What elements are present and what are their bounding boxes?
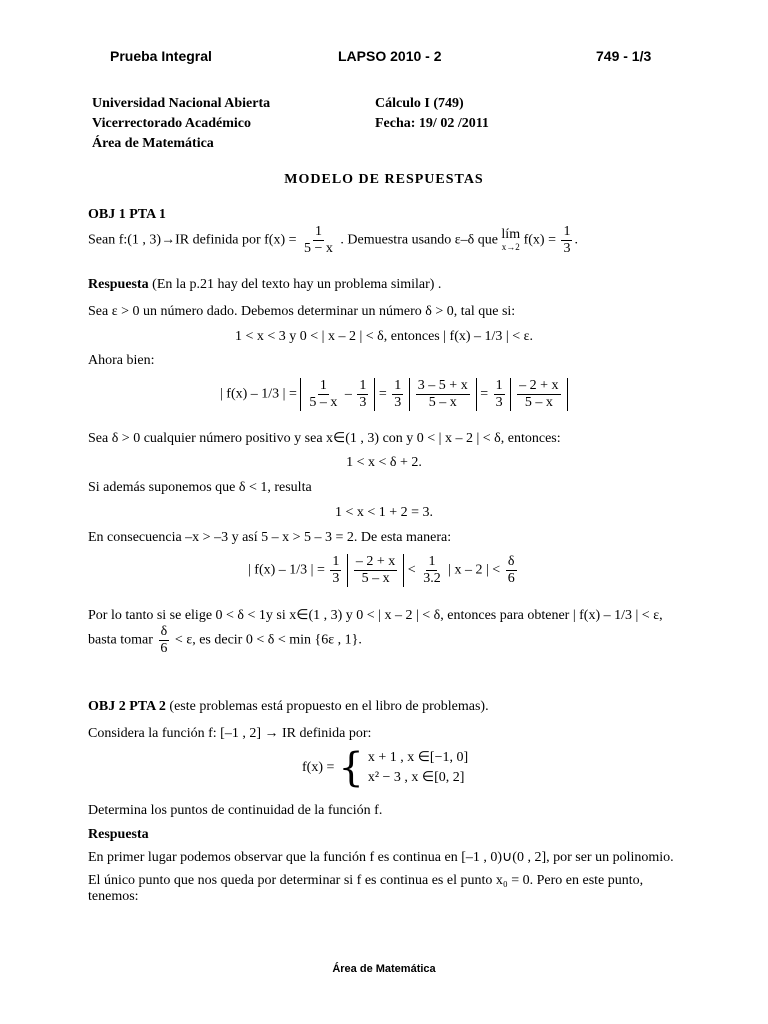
- area: Área de Matemática: [92, 136, 214, 151]
- paragraph: Si además suponemos que δ < 1, resulta: [88, 480, 312, 495]
- condition-line: 1 < x < 3 y 0 < | x – 2 | < δ, entonces | f(x) – 1/3 | < ε.: [234, 329, 534, 344]
- paragraph: Sea δ > 0 cualquier número positivo y sea x∈(1 , 3) con y 0 < | x – 2 | < δ, entonces:: [88, 431, 561, 446]
- fraction: $\frac{1}{3}$: [563, 224, 571, 256]
- header-right: 749 - 1/3: [596, 48, 652, 64]
- obj1-heading: OBJ 1 PTA 1: [88, 207, 166, 222]
- footer: Área de Matemática: [332, 963, 436, 975]
- paragraph: Sea ε > 0 un número dado. Debemos determinar un número δ > 0, tal que si:: [88, 304, 516, 319]
- paragraph: Determina los puntos de continuidad de la función f.: [88, 803, 383, 818]
- fraction: $\frac{1}{5 - x}$: [309, 378, 338, 410]
- fraction: $\frac{\delta}{6}$: [160, 624, 168, 656]
- fraction: $\frac{- 2 + x}{5 - x}$: [519, 378, 559, 410]
- header-middle: LAPSO 2010 - 2: [338, 48, 442, 64]
- paragraph: Ahora bien:: [88, 353, 155, 368]
- paragraph: tenemos:: [88, 889, 139, 904]
- fraction: $\frac{\delta}{6}$: [507, 554, 515, 586]
- obj2-heading: OBJ 2 PTA 2 (este problemas está propuesto en el libro de problemas).: [88, 699, 489, 714]
- paragraph: Considera la función f: [–1 , 2] → IR definida por:: [88, 726, 372, 741]
- fraction: $\frac{1}{3.2}$: [423, 554, 441, 586]
- fraction: $\frac{1}{3}$: [359, 378, 367, 410]
- fraction: $\frac{1}{5 - x}$: [304, 224, 333, 256]
- obj1-statement: Sean f:(1 , 3)→IR definida por f(x) = $\frac{1}{5 - x}$ . Demuestra usando ε–δ que lím x→2 f(x) = $\frac{1}{3}$ .: [88, 224, 578, 256]
- university-name: Universidad Nacional Abierta: [92, 96, 271, 111]
- equation-2: | f(x) – 1/3 | = $\frac{1}{3}$ $\frac{- 2 + x}{5 - x}$ < $\frac{1}{3.2}$ | x – 2 | < $\frac{\delta}{6}$: [248, 554, 515, 586]
- course-name: Cálculo I (749): [375, 96, 464, 111]
- respuesta-1: Respuesta (En la p.21 hay del texto hay un problema similar) .: [88, 277, 442, 292]
- inequality-line: 1 < x < 1 + 2 = 3.: [334, 505, 434, 520]
- equation-1: | f(x) – 1/3 | = $\frac{1}{5 - x}$ – $\frac{1}{3}$ = $\frac{1}{3}$ $\frac{3 - 5 + x}{5 - x}$ = $\frac{1}{3}$ $\frac{- 2 + x}{5 - x}$: [220, 378, 568, 411]
- exam-date: Fecha: 19/ 02 /2011: [375, 116, 489, 131]
- vicerrectorado: Vicerrectorado Académico: [92, 116, 251, 131]
- fraction: $\frac{3 - 5 + x}{5 - x}$: [417, 378, 468, 410]
- paragraph: En primer lugar podemos observar que la función f es continua en [–1 , 0)∪(0 , 2], por ser un polinomio.: [88, 850, 674, 865]
- header-left: Prueba Integral: [110, 48, 212, 64]
- paragraph: Por lo tanto si se elige 0 < δ < 1y si x∈(1 , 3) y 0 < | x – 2 | < δ, entonces para obtener | f(x) – 1/3 | < ε,: [88, 608, 663, 623]
- inequality-line: 1 < x < δ + 2.: [346, 455, 422, 470]
- fraction: $\frac{1}{3}$: [394, 378, 402, 410]
- respuesta-2: Respuesta: [88, 827, 149, 842]
- paragraph: basta tomar $\frac{\delta}{6}$ < ε, es decir 0 < δ < min {6ε , 1}.: [88, 624, 362, 656]
- paragraph: En consecuencia –x > –3 y así 5 – x > 5 – 3 = 2. De esta manera:: [88, 530, 452, 545]
- fraction: $\frac{1}{3}$: [495, 378, 503, 410]
- fraction: $\frac{1}{3}$: [332, 554, 340, 586]
- fraction: $\frac{- 2 + x}{5 - x}$: [355, 554, 396, 586]
- paragraph: El único punto que nos queda por determinar si f es continua es el punto x₀ = 0. Pero en este punto,: [88, 873, 644, 888]
- limit: lím x→2: [501, 226, 521, 252]
- piecewise-function: f(x) = { x + 1 , x ∈[−1, 0] x² − 3 , x ∈[0, 2]: [302, 745, 469, 791]
- page-title: MODELO DE RESPUESTAS: [284, 172, 484, 187]
